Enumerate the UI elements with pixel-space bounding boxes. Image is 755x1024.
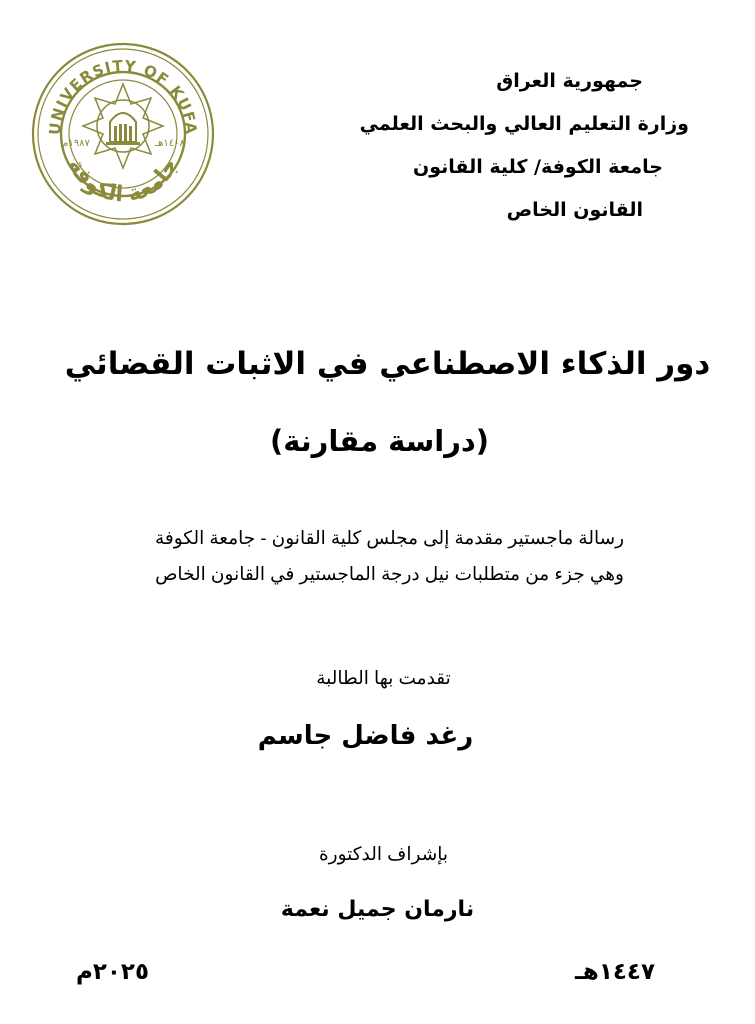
header-department: القانون الخاص <box>506 199 643 221</box>
thesis-title: دور الذكاء الاصطناعي في الاثبات القضائي <box>64 346 711 382</box>
svg-text:جامعة الكوفة <box>63 155 183 208</box>
university-seal-logo <box>30 42 216 226</box>
thesis-statement-line-1: رسالة ماجستير مقدمة إلى مجلس كلية القانون - جامعة الكوفة <box>154 527 625 548</box>
student-name: رغد فاضل جاسم <box>257 721 474 751</box>
seal-gate-icon <box>106 113 140 145</box>
seal-arabic-text: جامعة الكوفة <box>62 154 184 208</box>
seal-english-text: UNIVERSITY OF KUFA <box>45 56 201 136</box>
seal-star-icon <box>83 84 163 168</box>
thesis-subtitle: (دراسة مقارنة) <box>269 424 490 458</box>
institution-header <box>329 60 689 232</box>
date-hijri: ١٤٤٧هـ <box>575 959 655 985</box>
seal-year-gregorian: ١٩٨٧م <box>62 138 90 149</box>
date-gregorian: ٢٠٢٥م <box>76 959 150 985</box>
presenter-label: تقدمت بها الطالبة <box>316 667 451 688</box>
supervisor-label: بإشراف الدكتورة <box>318 843 448 864</box>
supervisor-name: نارمان جميل نعمة <box>280 897 475 922</box>
thesis-statement-line-2: وهي جزء من متطلبات نيل درجة الماجستير في القانون الخاص <box>155 563 624 584</box>
header-ministry: وزارة التعليم العالي والبحث العلمي <box>359 113 689 135</box>
seal-year-hijri: ١٤٠٨هـ <box>155 138 185 149</box>
thesis-statement <box>12 520 755 592</box>
header-university-college: جامعة الكوفة/ كلية القانون <box>413 156 663 178</box>
header-country: جمهورية العراق <box>496 70 643 92</box>
